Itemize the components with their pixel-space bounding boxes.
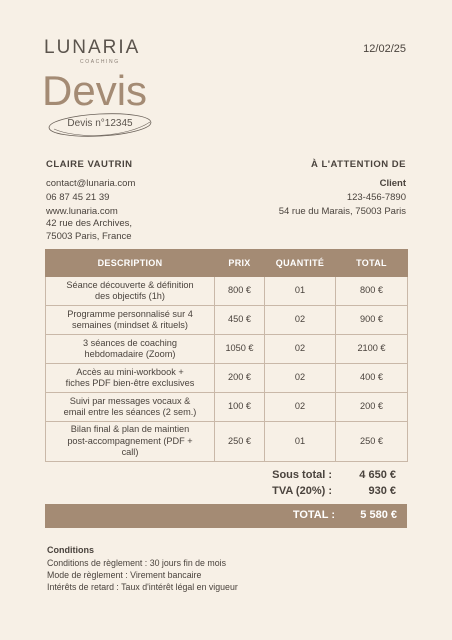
tax-value: 930 €: [368, 485, 396, 497]
row-description: 3 séances de coaching hebdomadaire (Zoom): [46, 335, 215, 364]
brand-tagline: COACHING: [80, 59, 120, 65]
sender-website[interactable]: www.lunaria.com: [46, 206, 118, 217]
row-quantity: 02: [265, 393, 336, 422]
row-price: 1050 €: [215, 335, 265, 364]
row-description: Accès au mini-workbook + fiches PDF bien-être exclusives: [46, 364, 215, 393]
sender-phone: 06 87 45 21 39: [46, 192, 110, 203]
row-quantity: 02: [265, 306, 336, 335]
recipient-address: 54 rue du Marais, 75003 Paris: [278, 206, 406, 217]
row-price: 800 €: [215, 277, 265, 306]
table-header-row: [46, 250, 408, 277]
subtotal-value: 4 650 €: [359, 469, 396, 481]
subtotal-line: [200, 469, 396, 483]
row-price: 200 €: [215, 364, 265, 393]
sender-address-line1: 42 rue des Archives,: [46, 218, 133, 229]
table-row: [46, 422, 408, 462]
row-total: 900 €: [336, 306, 408, 335]
quote-number-badge: [46, 110, 154, 140]
page-title: Devis: [42, 67, 148, 114]
brand-logo: LUNARIA: [44, 37, 141, 58]
row-description: Programme personnalisé sur 4 semaines (mindset & rituels): [46, 306, 215, 335]
row-total: 200 €: [336, 393, 408, 422]
sender-email[interactable]: contact@lunaria.com: [46, 178, 136, 189]
conditions-title: Conditions: [47, 545, 94, 555]
sender-address-line2: 75003 Paris, France: [46, 231, 132, 242]
row-total: 800 €: [336, 277, 408, 306]
tax-line: [200, 485, 396, 499]
table-row: [46, 364, 408, 393]
row-total: 400 €: [336, 364, 408, 393]
recipient-name: Client: [379, 178, 406, 189]
grand-total-bar: [45, 504, 407, 528]
condition-line: Intérêts de retard : Taux d'intérêt légal en vigueur: [47, 582, 238, 592]
column-header-total: TOTAL: [336, 250, 408, 277]
row-quantity: 01: [265, 422, 336, 462]
column-header-quantity: QUANTITÉ: [265, 250, 336, 277]
subtotal-label: Sous total :: [272, 469, 332, 481]
total-value: 5 580 €: [360, 509, 397, 521]
recipient-heading: À L'ATTENTION DE: [310, 159, 406, 170]
row-quantity: 02: [265, 335, 336, 364]
table-row: [46, 335, 408, 364]
sender-name: CLAIRE VAUTRIN: [46, 159, 133, 170]
column-header-price: PRIX: [215, 250, 265, 277]
row-price: 250 €: [215, 422, 265, 462]
total-label: TOTAL :: [292, 509, 335, 521]
row-price: 450 €: [215, 306, 265, 335]
condition-line: Conditions de règlement : 30 jours fin de mois: [47, 558, 226, 568]
row-price: 100 €: [215, 393, 265, 422]
row-total: 2100 €: [336, 335, 408, 364]
row-description: Suivi par messages vocaux & email entre les séances (2 sem.): [46, 393, 215, 422]
column-header-description: DESCRIPTION: [46, 250, 215, 277]
items-table: [45, 249, 408, 462]
row-description: Bilan final & plan de maintien post-accompagnement (PDF + call): [46, 422, 215, 462]
condition-line: Mode de règlement : Virement bancaire: [47, 570, 202, 580]
table-row: [46, 277, 408, 306]
quote-number: Devis n°12345: [67, 118, 133, 129]
table-row: [46, 393, 408, 422]
table-row: [46, 306, 408, 335]
row-description: Séance découverte & définition des objectifs (1h): [46, 277, 215, 306]
row-total: 250 €: [336, 422, 408, 462]
quote-date: 12/02/25: [363, 43, 406, 55]
tax-label: TVA (20%) :: [272, 485, 332, 497]
recipient-phone: 123-456-7890: [346, 192, 406, 203]
row-quantity: 01: [265, 277, 336, 306]
row-quantity: 02: [265, 364, 336, 393]
